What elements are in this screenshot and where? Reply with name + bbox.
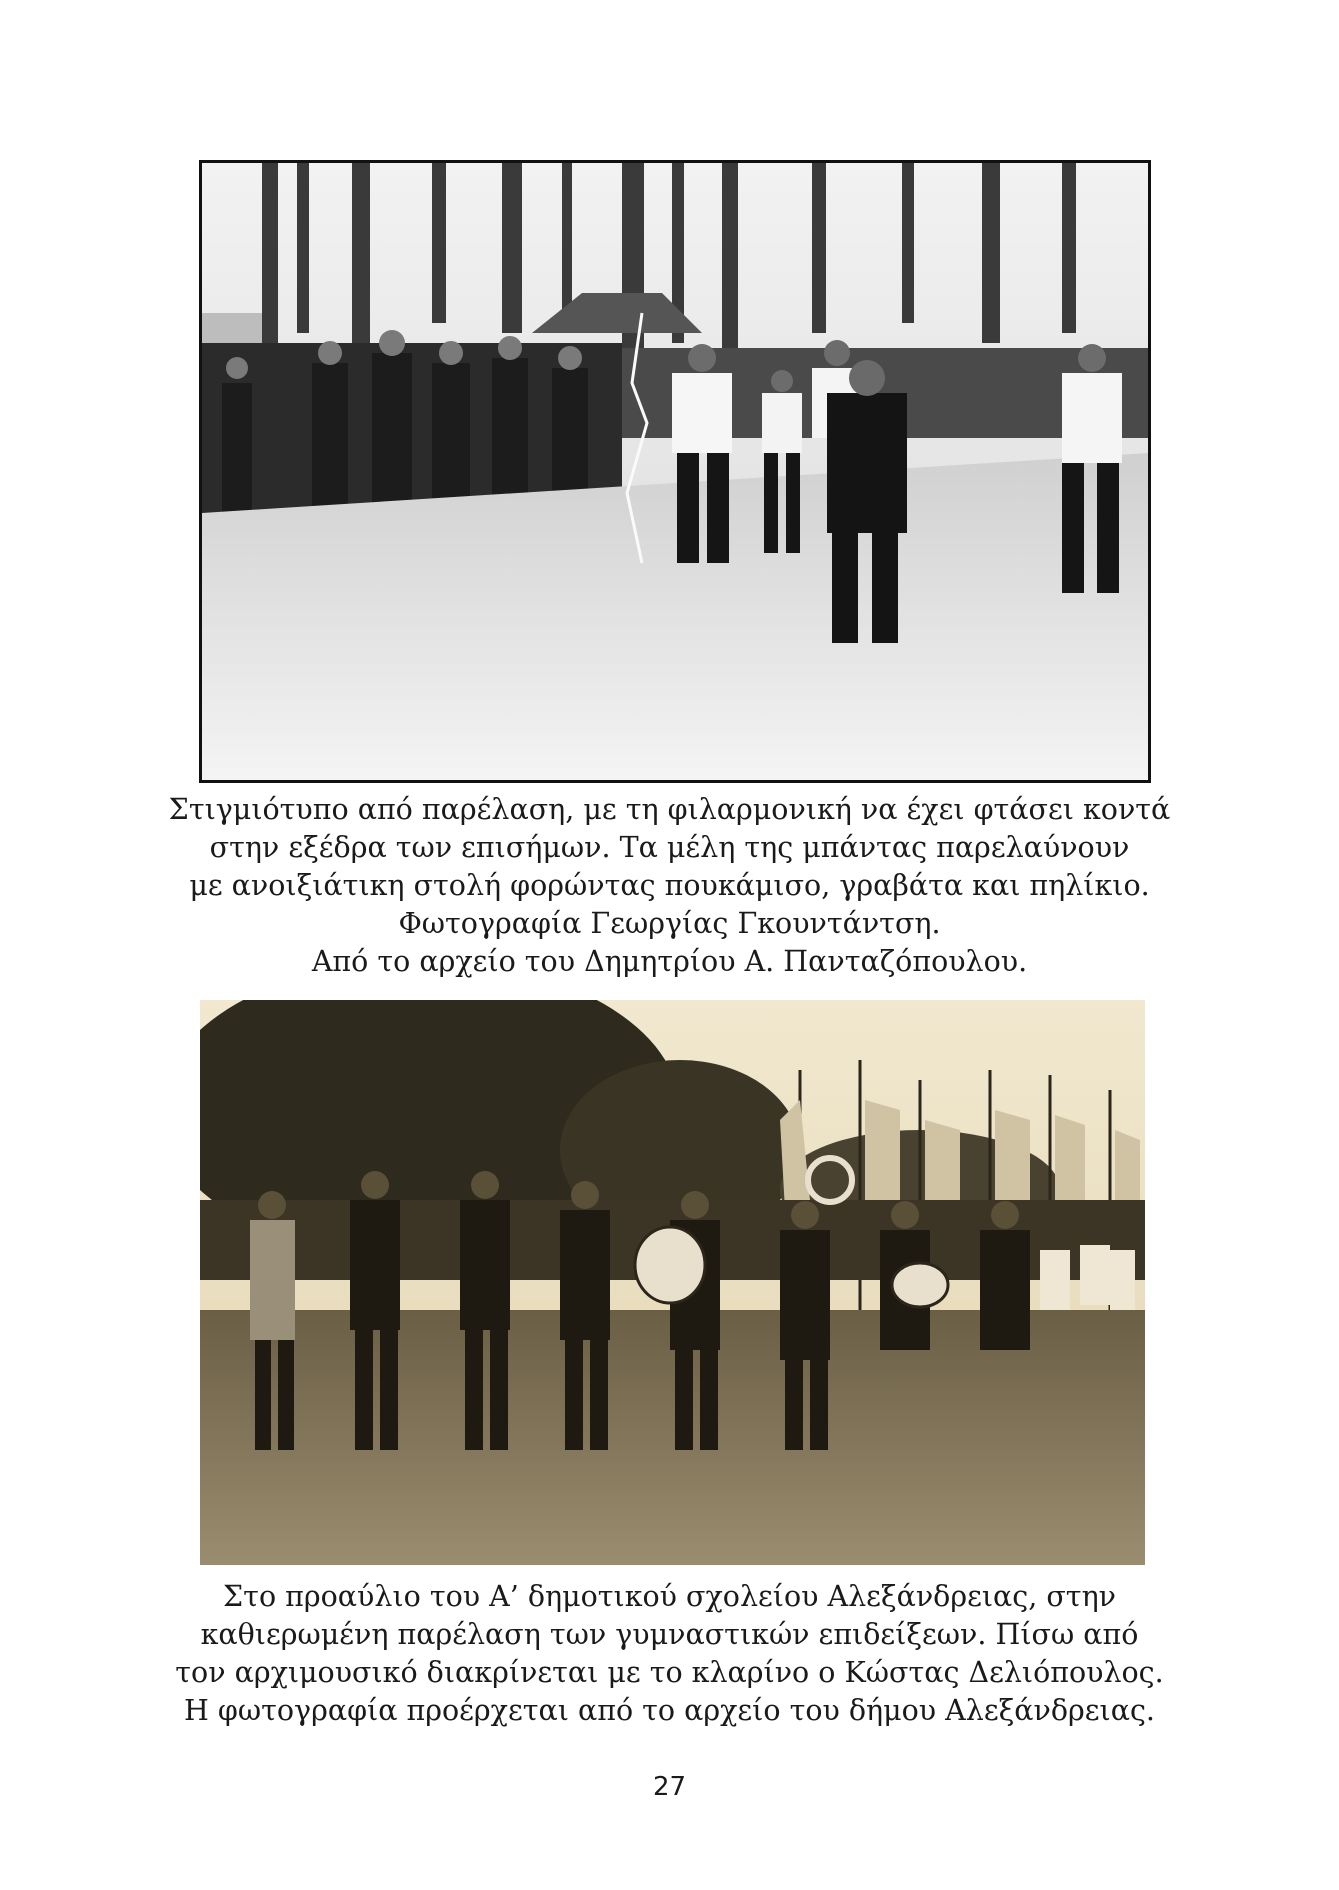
photo-school-parade — [200, 1000, 1145, 1565]
photo-band-parade-image — [202, 163, 1148, 780]
caption-line: Στο προαύλιο του Α’ δημοτικού σχολείου Αλεξάνδρειας, στην — [223, 1580, 1116, 1613]
caption-line: Φωτογραφία Γεωργίας Γκουντάντση. — [398, 907, 941, 940]
photo-caption-1 — [150, 791, 1189, 981]
page-number: 27 — [652, 1772, 687, 1802]
photo-caption-2 — [150, 1578, 1189, 1730]
caption-line: Από το αρχείο του Δημητρίου Α. Πανταζόπουλου. — [311, 945, 1028, 978]
photo-school-parade-image — [200, 1000, 1145, 1565]
caption-line: στην εξέδρα των επισήμων. Τα μέλη της μπάντας παρελαύνουν — [209, 831, 1130, 864]
caption-line: καθιερωμένη παρέλαση των γυμναστικών επιδείξεων. Πίσω από — [200, 1618, 1139, 1651]
caption-line: Η φωτογραφία προέρχεται από το αρχείο του δήμου Αλεξάνδρειας. — [184, 1694, 1155, 1727]
caption-line: με ανοιξιάτικη στολή φορώντας πουκάμισο, γραβάτα και πηλίκιο. — [189, 869, 1150, 902]
caption-line: Στιγμιότυπο από παρέλαση, με τη φιλαρμονική να έχει φτάσει κοντά — [168, 793, 1171, 826]
caption-line: τον αρχιμουσικό διακρίνεται με το κλαρίνο ο Κώστας Δελιόπουλος. — [175, 1656, 1164, 1689]
photo-band-parade — [199, 160, 1151, 783]
